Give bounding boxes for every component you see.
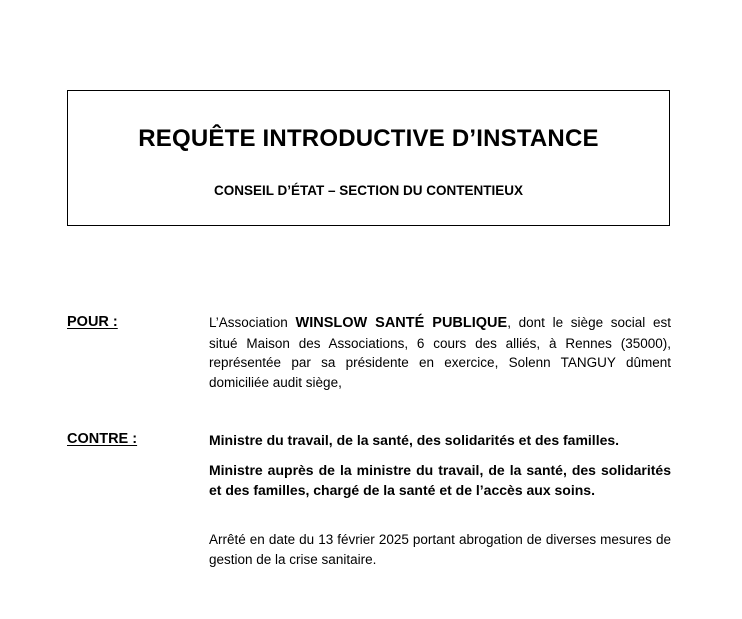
title-box: [67, 90, 670, 226]
pour-paragraph: [209, 313, 671, 392]
document-subtitle: CONSEIL D’ÉTAT – SECTION DU CONTENTIEUX: [213, 183, 524, 198]
pour-label: POUR :: [67, 314, 118, 330]
pour-prefix: L’Association: [209, 315, 288, 330]
association-name: WINSLOW SANTÉ PUBLIQUE: [295, 315, 508, 331]
contre-act: Arrêté en date du 13 février 2025 portant abrogation de diverses mesures de gestion de la crise sanitaire.: [209, 532, 671, 567]
contre-label: CONTRE :: [67, 431, 138, 447]
document-title: REQUÊTE INTRODUCTIVE D’INSTANCE: [138, 125, 599, 152]
contre-party-2: Ministre auprès de la ministre du travail, de la santé, des solidarités et des familles, chargé de la santé et de l’accès aux soins.: [209, 462, 671, 498]
contre-party-1: Ministre du travail, de la santé, des solidarités et des familles.: [209, 432, 620, 448]
pour-text: , dont le siège social est situé Maison des Associations, 6 cours des alliés, à Rennes (35000), représentée par sa présidente en exercice, Solenn TANGUY dûment domiciliée audit siège,: [209, 315, 671, 390]
